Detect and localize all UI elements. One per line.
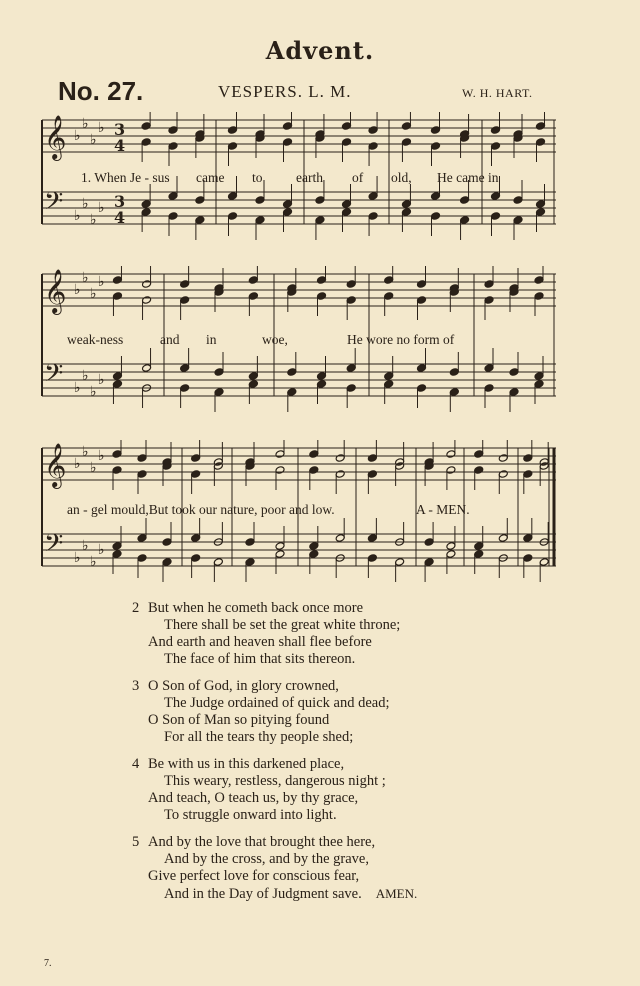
note-head (431, 142, 441, 151)
verse-line (148, 712, 568, 729)
verse-line-text: And by the cross, and by the grave, (164, 851, 369, 867)
lyric-segment: weak-ness (67, 332, 124, 347)
verse-number: 4 (132, 756, 140, 772)
verses (132, 600, 568, 913)
flat-icon: ♭ (90, 132, 97, 148)
note-head (523, 534, 533, 543)
note-head (484, 384, 494, 393)
flat-icon: ♭ (82, 538, 89, 554)
note-head (287, 388, 297, 397)
flat-icon: ♭ (82, 116, 89, 132)
music-system-1 (34, 112, 574, 252)
note-head (536, 122, 546, 131)
lyric-segment: of (352, 170, 364, 185)
note-head (315, 216, 325, 225)
note-head (523, 454, 533, 463)
note-head (137, 534, 147, 543)
note-head (214, 368, 224, 377)
note-head (395, 558, 405, 567)
verse-line (148, 851, 568, 868)
verse-line-text: And in the Day of Judgment save. (164, 886, 362, 902)
time-signature-bottom: 4 (114, 136, 126, 155)
note-head (346, 384, 356, 393)
note-head (335, 534, 345, 543)
note-head (309, 542, 319, 551)
verse-line-text: Give perfect love for conscious fear, (148, 868, 360, 884)
note-head (245, 558, 255, 567)
note-head (449, 388, 459, 397)
note-head (498, 534, 508, 543)
note-head (367, 454, 377, 463)
note-head (248, 276, 258, 285)
note-head (180, 384, 190, 393)
note-head (137, 470, 147, 479)
note-head (112, 450, 122, 459)
note-head (112, 372, 122, 381)
note-head (112, 380, 122, 389)
note-head (523, 470, 533, 479)
note-head (112, 292, 122, 301)
note-head (335, 454, 345, 463)
section-title: Advent. (265, 36, 375, 65)
time-signature-top: 3 (114, 192, 126, 211)
lyric-segment: old, (391, 170, 412, 185)
flat-icon: ♭ (82, 444, 89, 460)
note-head (191, 554, 201, 563)
note-head (168, 142, 178, 151)
verse-number: 5 (132, 834, 140, 850)
note-head (460, 196, 470, 205)
note-head (474, 542, 484, 551)
verse-line (148, 651, 568, 668)
lyric-segment: in (206, 332, 217, 347)
note-head (401, 200, 411, 209)
note-head (255, 216, 265, 225)
note-head (536, 138, 546, 147)
note-head (536, 208, 546, 217)
note-head (112, 276, 122, 285)
note-head (137, 454, 147, 463)
note-head (342, 208, 352, 217)
note-head (446, 450, 456, 459)
flat-icon: ♭ (74, 380, 81, 396)
note-head (309, 450, 319, 459)
note-head (317, 380, 327, 389)
note-head (534, 276, 544, 285)
final-amen: AMEN. (375, 886, 418, 901)
note-head (309, 466, 319, 475)
note-head (283, 138, 293, 147)
verse-line-text: And earth and heaven shall flee before (148, 634, 372, 650)
verse-line-text: And teach, O teach us, by thy grace, (148, 790, 359, 806)
lyric-segment: came (196, 170, 225, 185)
note-head (180, 364, 190, 373)
flat-icon: ♭ (82, 196, 89, 212)
note-head (213, 558, 223, 567)
flat-icon: ♭ (98, 120, 105, 136)
flat-icon: ♭ (82, 368, 89, 384)
note-head (317, 372, 327, 381)
lyric-segment: 1. When Je - sus (81, 170, 170, 185)
note-head (162, 558, 172, 567)
note-head (401, 138, 411, 147)
verse-line (148, 695, 568, 712)
flat-icon: ♭ (98, 448, 105, 464)
note-head (142, 364, 152, 373)
bass-clef-icon: 𝄢 (44, 529, 64, 564)
treble-clef-icon: 𝄞 (44, 269, 67, 313)
note-head (112, 466, 122, 475)
note-head (367, 470, 377, 479)
note-head (342, 138, 352, 147)
verse-line (148, 868, 568, 885)
time-signature-bottom: 4 (114, 208, 126, 227)
note-head (368, 212, 378, 221)
verse-line (132, 834, 568, 851)
note-head (346, 364, 356, 373)
note-head (112, 550, 122, 559)
note-head (180, 296, 190, 305)
flat-icon: ♭ (82, 270, 89, 286)
note-head (460, 216, 470, 225)
note-head (168, 192, 178, 201)
note-head (417, 384, 427, 393)
note-head (523, 554, 533, 563)
note-head (141, 138, 151, 147)
note-head (255, 196, 265, 205)
note-head (431, 126, 441, 135)
verse-line (148, 790, 568, 807)
verse-number: 3 (132, 678, 140, 694)
note-head (214, 388, 224, 397)
note-head (317, 292, 327, 301)
verse-line (132, 600, 568, 617)
note-head (228, 212, 238, 221)
note-head (275, 450, 285, 459)
note-head (534, 380, 544, 389)
note-head (141, 208, 151, 217)
note-head (509, 388, 519, 397)
note-head (317, 276, 327, 285)
note-head (474, 466, 484, 475)
verse-line-text: And by the love that brought thee here, (148, 834, 376, 850)
note-head (491, 212, 501, 221)
note-head (245, 538, 255, 547)
verse-line-text: For all the tears thy people shed; (164, 729, 354, 745)
lyric-segment: to (252, 170, 263, 185)
lyric-segment: A - MEN. (416, 502, 470, 517)
flat-icon: ♭ (90, 212, 97, 228)
note-head (417, 280, 427, 289)
verse-line-text: O Son of God, in glory crowned, (148, 678, 339, 694)
note-head (283, 200, 293, 209)
bass-clef-icon: 𝄢 (44, 187, 64, 222)
note-head (484, 296, 494, 305)
note-head (491, 192, 501, 201)
flat-icon: ♭ (98, 542, 105, 558)
note-head (141, 200, 151, 209)
note-head (195, 196, 205, 205)
verse-line-text: To struggle onward into light. (164, 807, 337, 823)
note-head (309, 550, 319, 559)
note-head (424, 558, 434, 567)
treble-clef-icon: 𝄞 (44, 443, 67, 487)
verse-line (148, 729, 568, 746)
verse-line (148, 617, 568, 634)
hymn-number: No. 27. (58, 76, 144, 106)
note-head (346, 296, 356, 305)
note-head (474, 550, 484, 559)
note-head (384, 276, 394, 285)
page-number: 7. (44, 958, 52, 969)
lyric-segment: He came in (437, 170, 499, 185)
verse-line-text: This weary, restless, dangerous night ; (164, 773, 386, 789)
note-head (384, 292, 394, 301)
note-head (283, 122, 293, 131)
music-system-3 (34, 440, 574, 590)
note-head (275, 542, 285, 551)
verse (132, 834, 568, 903)
flat-icon: ♭ (98, 274, 105, 290)
note-head (180, 280, 190, 289)
note-head (384, 372, 394, 381)
verse-number: 2 (132, 600, 140, 616)
note-head (137, 554, 147, 563)
treble-clef-icon: 𝄞 (44, 115, 67, 159)
note-head (534, 372, 544, 381)
lyric-segment: woe, (262, 332, 288, 347)
note-head (248, 372, 258, 381)
note-head (484, 364, 494, 373)
note-head (513, 196, 523, 205)
note-head (315, 196, 325, 205)
note-head (228, 126, 238, 135)
note-head (112, 542, 122, 551)
verse (132, 600, 568, 668)
note-head (195, 216, 205, 225)
note-head (228, 142, 238, 151)
note-head (342, 122, 352, 131)
note-head (401, 122, 411, 131)
verse-line (148, 634, 568, 651)
flat-icon: ♭ (74, 456, 81, 472)
note-head (168, 212, 178, 221)
note-head (368, 192, 378, 201)
note-head (141, 122, 151, 131)
note-head (168, 126, 178, 135)
note-head (498, 454, 508, 463)
verse-line (148, 807, 568, 824)
verse-line-text: The face of him that sits thereon. (164, 651, 356, 667)
note-head (275, 550, 285, 559)
verse (132, 756, 568, 824)
music-system-2 (34, 266, 574, 426)
flat-icon: ♭ (74, 282, 81, 298)
verse-line-text: The Judge ordained of quick and dead; (164, 695, 390, 711)
note-head (539, 558, 549, 567)
lyric-segment: He wore no form of (347, 332, 455, 347)
note-head (431, 212, 441, 221)
lyric-segment: and (160, 332, 180, 347)
bass-clef-icon: 𝄢 (44, 359, 64, 394)
note-head (401, 208, 411, 217)
lyric-segment: earth (296, 170, 323, 185)
note-head (142, 296, 152, 305)
flat-icon: ♭ (90, 384, 97, 400)
note-head (335, 470, 345, 479)
note-head (367, 534, 377, 543)
flat-icon: ♭ (98, 200, 105, 216)
verse-line (132, 678, 568, 695)
note-head (191, 534, 201, 543)
note-head (491, 142, 501, 151)
note-head (275, 466, 285, 475)
flat-icon: ♭ (98, 372, 105, 388)
note-head (513, 216, 523, 225)
note-head (474, 450, 484, 459)
lyric-segment: an - gel mould,But took our nature, poor and low. (67, 502, 335, 517)
verse (132, 678, 568, 746)
note-head (417, 364, 427, 373)
note-head (509, 368, 519, 377)
note-head (283, 208, 293, 217)
flat-icon: ♭ (90, 460, 97, 476)
flat-icon: ♭ (74, 208, 81, 224)
note-head (417, 296, 427, 305)
note-head (491, 126, 501, 135)
time-signature-top: 3 (114, 120, 126, 139)
note-head (431, 192, 441, 201)
note-head (484, 280, 494, 289)
flat-icon: ♭ (74, 128, 81, 144)
note-head (446, 466, 456, 475)
verse-line-text: O Son of Man so pitying found (148, 712, 330, 728)
verse-line-text: Be with us in this darkened place, (148, 756, 345, 772)
verse-line-text: There shall be set the great white throne; (164, 617, 401, 633)
note-head (142, 280, 152, 289)
note-head (287, 368, 297, 377)
note-head (449, 368, 459, 377)
note-head (368, 142, 378, 151)
flat-icon: ♭ (90, 554, 97, 570)
verse-line-text: But when he cometh back once more (148, 600, 364, 616)
tune-name: VESPERS. L. M. (218, 82, 352, 101)
note-head (191, 470, 201, 479)
note-head (446, 550, 456, 559)
note-head (228, 192, 238, 201)
note-head (248, 292, 258, 301)
note-head (248, 380, 258, 389)
note-head (536, 200, 546, 209)
note-head (162, 538, 172, 547)
note-head (342, 200, 352, 209)
composer: W. H. HART. (462, 86, 533, 100)
flat-icon: ♭ (90, 286, 97, 302)
note-head (346, 280, 356, 289)
verse-line (148, 885, 568, 903)
note-head (424, 538, 434, 547)
verse-line (132, 756, 568, 773)
flat-icon: ♭ (74, 550, 81, 566)
note-head (191, 454, 201, 463)
note-head (367, 554, 377, 563)
note-head (534, 292, 544, 301)
verse-line (148, 773, 568, 790)
note-head (498, 470, 508, 479)
note-head (368, 126, 378, 135)
note-head (384, 380, 394, 389)
note-head (446, 542, 456, 551)
